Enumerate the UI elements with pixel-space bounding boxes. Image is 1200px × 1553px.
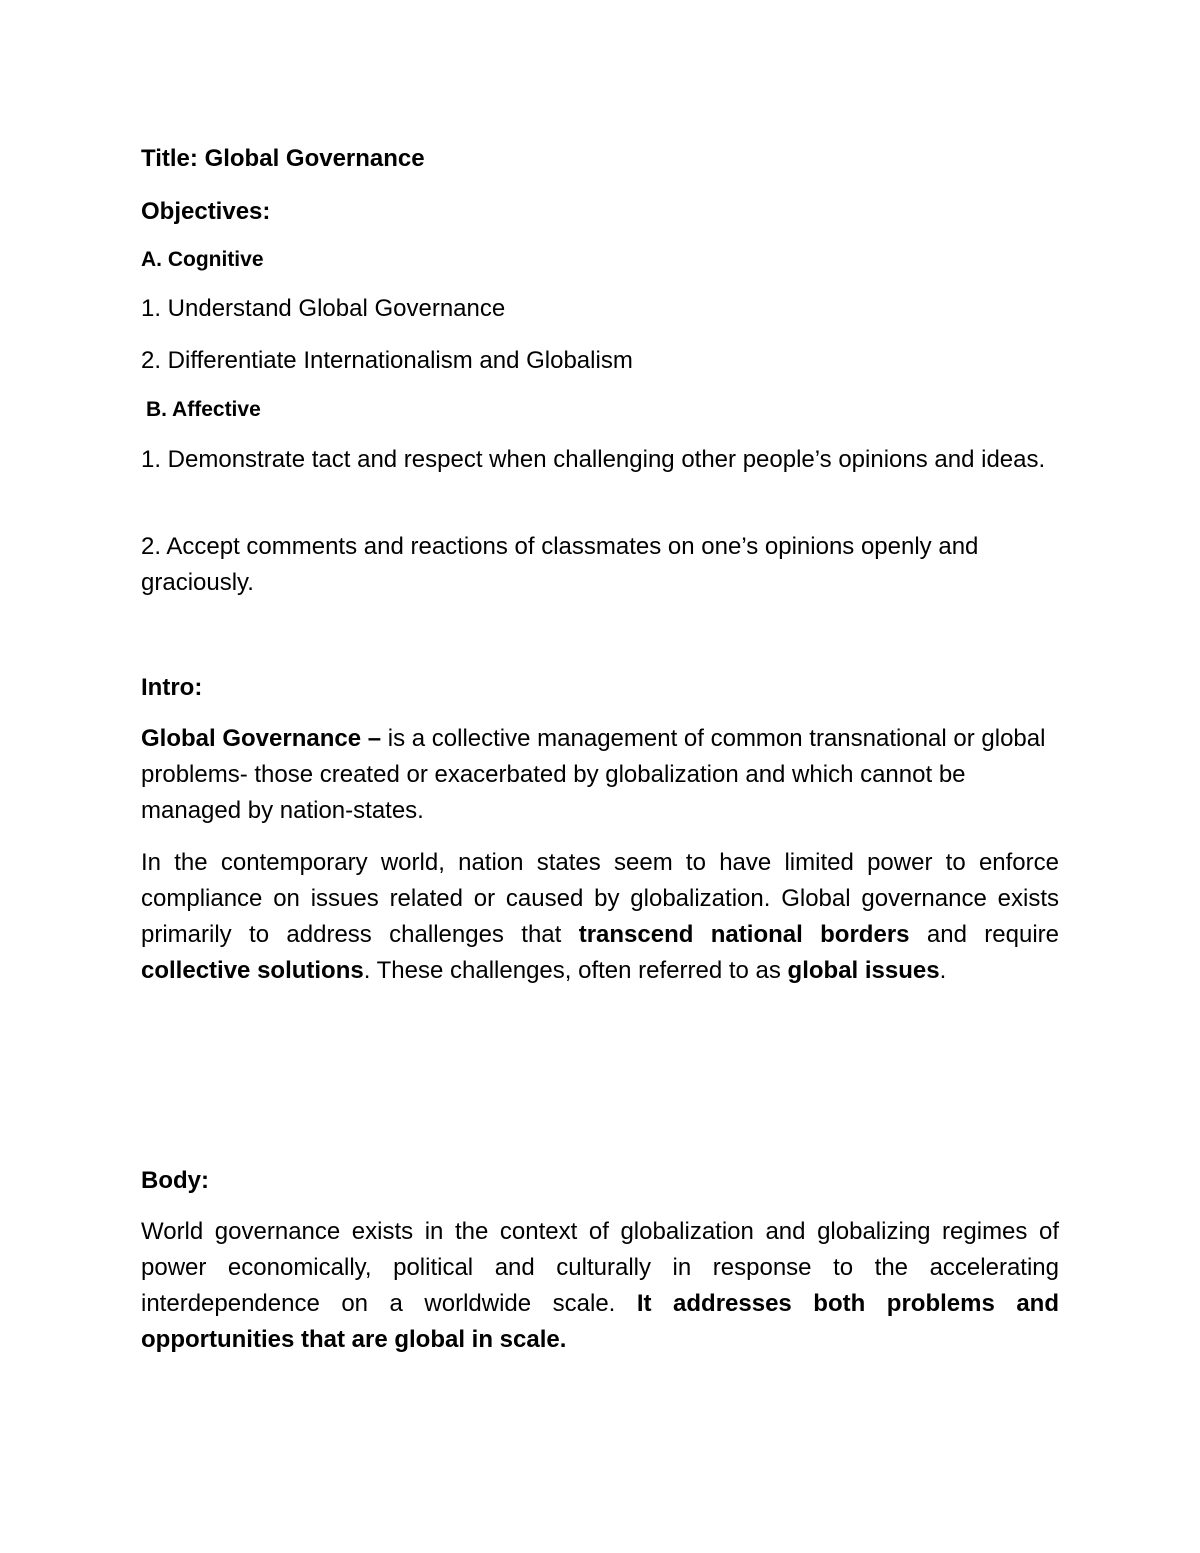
definition-term: Global Governance – — [141, 725, 382, 752]
affective-heading: B. Affective — [146, 398, 261, 421]
body-heading: Body: — [141, 1167, 209, 1194]
body-text-1: World governance exists in the context of globalization and globalizing regimes of power economically, political and culturally in response to the accelerating interdependence on a worldwide scale. — [141, 1218, 1059, 1317]
intro-heading: Intro: — [141, 674, 203, 701]
intro-text-1: In the contemporary world, nation states seem to have limited power to enforce compliance on issues related or caused by globalization. Global governance exists primarily to address challenges that — [141, 849, 1059, 948]
body-paragraph — [141, 1214, 1059, 1358]
intro-bold-2: collective solutions — [141, 957, 364, 984]
cognitive-heading: A. Cognitive — [141, 248, 264, 271]
intro-text-2: and require — [909, 921, 1060, 948]
objectives-heading: Objectives: — [141, 198, 271, 225]
affective-item-1: 1. Demonstrate tact and respect when challenging other people’s opinions and ideas. — [141, 446, 1046, 473]
intro-bold-1: transcend national borders — [578, 921, 910, 948]
intro-text-3: . These challenges, often referred to as — [363, 957, 788, 984]
document-title: Title: Global Governance — [141, 145, 425, 172]
affective-item-2: 2. Accept comments and reactions of classmates on one’s opinions openly and graciously. — [141, 533, 979, 596]
intro-paragraph — [141, 845, 1059, 989]
intro-text-4: . — [939, 957, 947, 984]
body-bold-1: It addresses both problems and opportunities that are global in scale. — [141, 1290, 1059, 1353]
definition-text: is a collective management of common transnational or global problems- those created or exacerbated by globalization and which cannot be managed by nation-states. — [141, 725, 1046, 824]
intro-bold-3: global issues — [787, 957, 940, 984]
cognitive-item-2: 2. Differentiate Internationalism and Globalism — [141, 347, 633, 374]
cognitive-item-1: 1. Understand Global Governance — [141, 295, 506, 322]
intro-definition-paragraph — [141, 721, 1059, 829]
